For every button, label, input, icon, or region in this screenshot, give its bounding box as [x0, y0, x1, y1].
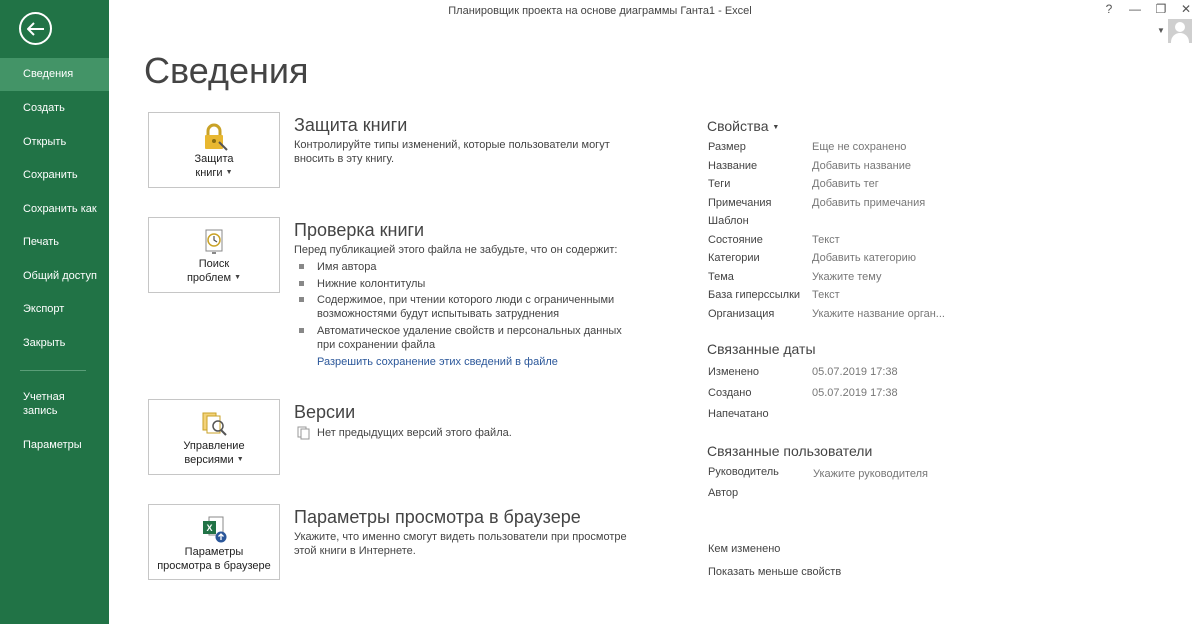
allow-save-info-link[interactable]: Разрешить сохранение этих сведений в файле: [317, 356, 558, 368]
versions-info: [297, 426, 512, 440]
manage-versions-icon: [199, 409, 229, 439]
protect-btn-line2: книги: [195, 167, 223, 179]
window-title: Планировщик проекта на основе диаграммы Ганта1 - Excel: [448, 5, 752, 17]
list-item: Имя автора: [298, 260, 638, 274]
back-arrow-icon: [27, 22, 45, 36]
prop-label-title: Название: [708, 160, 758, 172]
sidebar-item-close[interactable]: Закрыть: [23, 337, 66, 349]
sidebar-item-info[interactable]: Сведения: [0, 58, 109, 91]
lock-icon: [199, 122, 229, 152]
account-label-line2: запись: [23, 405, 58, 417]
prop-value-size: Еще не сохранено: [812, 141, 907, 153]
prop-label-template: Шаблон: [708, 215, 749, 227]
inspect-btn-line2: проблем: [186, 272, 232, 284]
related-people-title: Связанные пользователи: [707, 443, 873, 459]
prop-label-status: Состояние: [708, 234, 763, 246]
backstage-sidebar: [0, 0, 109, 624]
restore-button[interactable]: ❐: [1155, 2, 1167, 16]
prop-value-subject[interactable]: Укажите тему: [812, 271, 882, 283]
list-item: Автоматическое удаление свойств и персональных данных при сохранении файла: [298, 324, 638, 352]
list-item: Нижние колонтитулы: [298, 277, 638, 291]
chevron-down-icon: ▼: [234, 274, 242, 281]
people-label-author: Автор: [708, 487, 739, 499]
versions-title: Версии: [294, 402, 356, 422]
browser-btn-line2: просмотра в браузере: [157, 560, 271, 572]
sidebar-item-open[interactable]: Открыть: [23, 136, 67, 148]
properties-title[interactable]: [707, 118, 779, 134]
minimize-button[interactable]: —: [1129, 2, 1141, 16]
inspect-title: Проверка книги: [294, 220, 425, 240]
inspect-description: Перед публикацией этого файла не забудьте, что он содержит:: [294, 244, 618, 256]
prop-label-company: Организация: [708, 308, 775, 320]
prop-value-comments[interactable]: Добавить примечания: [812, 197, 926, 209]
manage-versions-button[interactable]: [148, 399, 280, 475]
sidebar-item-print[interactable]: Печать: [23, 236, 60, 248]
inspect-btn-line1: Поиск: [198, 258, 230, 270]
date-label-modified: Изменено: [708, 366, 760, 378]
chevron-down-icon: ▼: [225, 169, 233, 176]
date-label-created: Создано: [708, 387, 752, 399]
prop-label-categories: Категории: [708, 252, 760, 264]
check-for-issues-button[interactable]: [148, 217, 280, 293]
sidebar-item-share[interactable]: Общий доступ: [23, 270, 97, 282]
list-item: Содержимое, при чтении которого люди с ограниченными возможностями будут испытывать затруднения: [298, 293, 638, 321]
prop-label-subject: Тема: [708, 271, 734, 283]
prop-value-hyperlink-base[interactable]: Текст: [812, 289, 840, 301]
account-label-line1: Учетная: [23, 391, 65, 403]
sidebar-item-export[interactable]: Экспорт: [23, 303, 65, 315]
sidebar-item-account[interactable]: [23, 390, 103, 418]
sidebar-item-save[interactable]: Сохранить: [23, 169, 78, 181]
protect-description: Контролируйте типы изменений, которые пользователи могут вносить в эту книгу.: [294, 139, 610, 165]
sidebar-item-new[interactable]: Создать: [23, 102, 65, 114]
prop-value-status[interactable]: Текст: [812, 234, 840, 246]
page-title: Сведения: [144, 50, 309, 91]
prop-value-tags[interactable]: Добавить тег: [812, 178, 879, 190]
prop-value-categories[interactable]: Добавить категорию: [812, 252, 917, 264]
user-avatar[interactable]: [1168, 19, 1192, 43]
inspect-document-icon: [199, 227, 229, 257]
people-label-manager: Руководитель: [708, 466, 779, 478]
prop-value-title[interactable]: Добавить название: [812, 160, 911, 172]
close-button[interactable]: ✕: [1180, 2, 1192, 16]
properties-title-text: Свойства: [707, 118, 769, 134]
account-dropdown-icon[interactable]: ▼: [1157, 26, 1165, 35]
browser-title: Параметры просмотра в браузере: [294, 507, 581, 527]
chevron-down-icon: ▼: [772, 124, 780, 131]
people-value-manager[interactable]: Укажите руководителя: [813, 468, 929, 480]
protect-workbook-button[interactable]: [148, 112, 280, 188]
prop-label-size: Размер: [708, 141, 746, 153]
prop-label-comments: Примечания: [708, 197, 772, 209]
sidebar-divider: [20, 370, 86, 371]
versions-btn-line1: Управление: [183, 440, 245, 452]
versions-description: Нет предыдущих версий этого файла.: [317, 427, 512, 439]
prop-value-company[interactable]: Укажите название орган...: [812, 308, 945, 320]
prop-label-hyperlink-base: База гиперссылки: [708, 289, 801, 301]
browser-view-options-button[interactable]: [148, 504, 280, 580]
protect-btn-line1: Защита: [194, 153, 234, 165]
prop-label-tags: Теги: [708, 178, 731, 190]
browser-btn-line1: Параметры: [184, 546, 244, 558]
people-label-modified-by: Кем изменено: [708, 543, 781, 555]
excel-browser-icon: [199, 515, 229, 545]
versions-btn-line2: версиями: [184, 454, 234, 466]
related-dates-title: Связанные даты: [707, 341, 816, 357]
browser-description: Укажите, что именно смогут видеть пользователи при просмотре этой книги в Интернете.: [294, 531, 627, 557]
date-value-modified: 05.07.2019 17:38: [812, 366, 898, 378]
inspect-bullet-list: [298, 260, 638, 354]
date-value-created: 05.07.2019 17:38: [812, 387, 898, 399]
date-label-printed: Напечатано: [708, 408, 769, 420]
sidebar-item-save-as[interactable]: Сохранить как: [23, 203, 97, 215]
document-versions-icon: [297, 426, 311, 440]
svg-text:X: X: [206, 523, 213, 533]
sidebar-item-options[interactable]: Параметры: [23, 439, 82, 451]
show-fewer-properties-link[interactable]: Показать меньше свойств: [708, 566, 842, 578]
help-button[interactable]: ?: [1105, 2, 1113, 16]
chevron-down-icon: ▼: [236, 456, 244, 463]
protect-title: Защита книги: [294, 115, 408, 135]
